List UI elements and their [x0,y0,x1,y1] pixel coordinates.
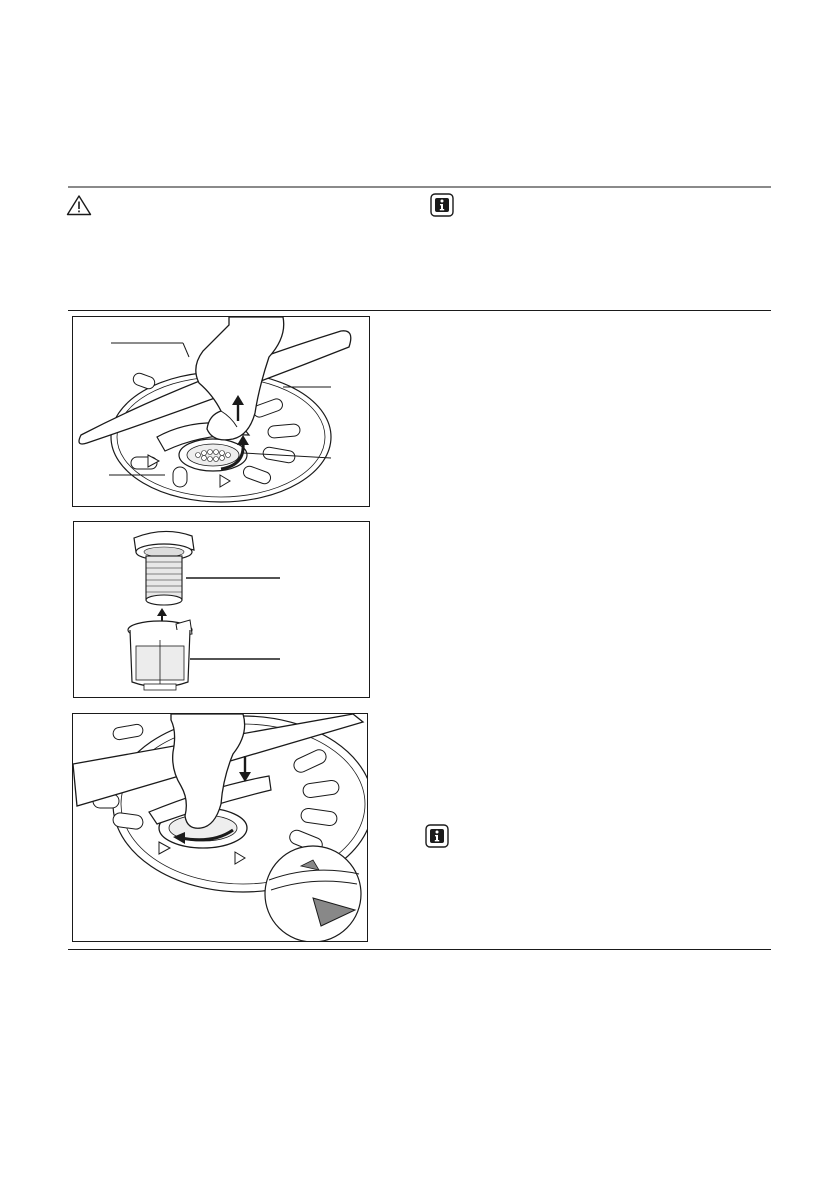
warning-icon [66,194,92,216]
info-icon [425,824,449,848]
figure-separate-filters [73,521,370,698]
figure-install-filter [72,713,368,942]
bottom-divider [68,949,771,950]
section-divider [68,310,771,311]
top-divider [68,186,771,188]
info-icon [430,193,454,217]
figure-remove-filter [72,316,370,507]
